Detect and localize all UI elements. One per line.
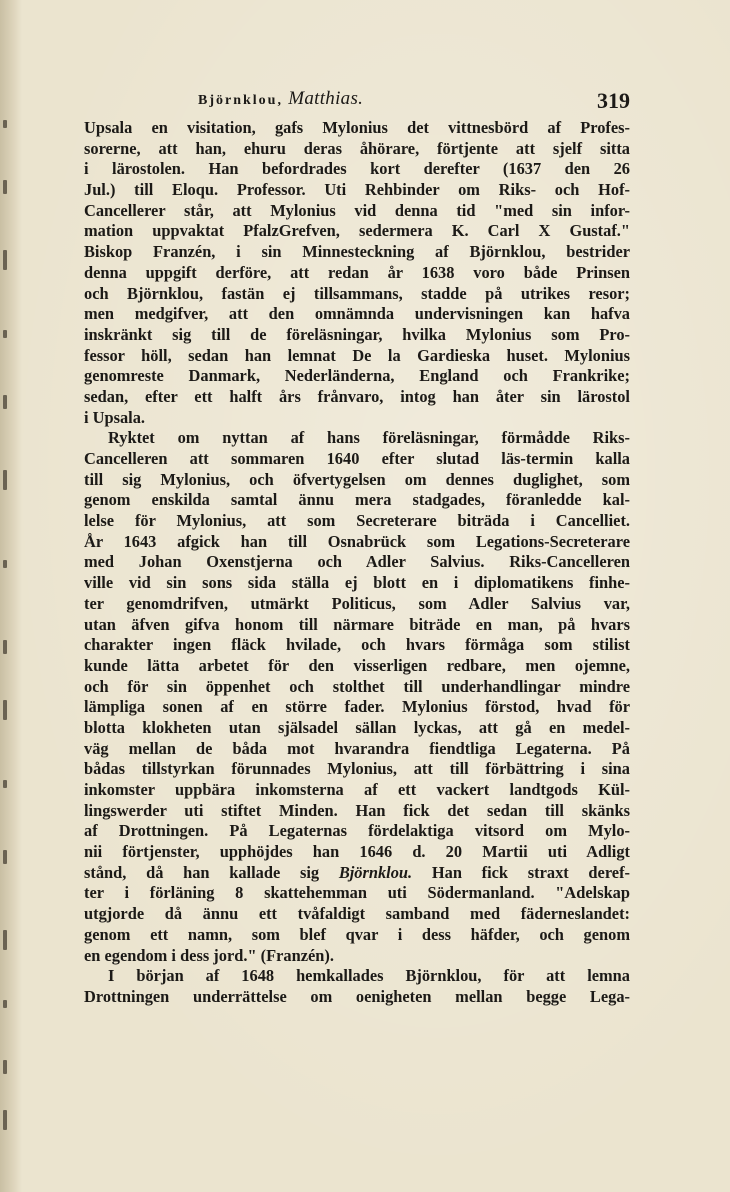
text-line: till sig Mylonius, och öfvertygelsen om dennes duglighet, som [84,469,630,489]
edge-ink-mark [3,395,7,409]
text-line: lelse för Mylonius, att som Secreterare biträda i Cancelliet. [84,511,630,531]
text-line: ter i förläning 8 skattehemman uti Södermanland. "Adelskap [84,883,630,903]
text-line: och Björnklou, fastän ej tillsammans, stadde på utrikes resor; [84,283,630,303]
text-line: inkomster uppbära inkomsterna af ett vackert landtgods Kül- [84,780,630,799]
text-line: sedan, efter ett halft års frånvaro, intog han åter sin lärostol [84,386,630,406]
text-line: genom enskilda samtal ännu mera stadgades, föranledde kal- [84,490,630,510]
text-line: lingswerder uti stiftet Minden. Han fick det sedan till skänks [84,800,630,820]
text-line: och för sin öppenhet och stolthet till underhandlingar mindre [84,676,630,696]
page-header [198,88,630,114]
text-segment: stånd, då han kallade sig [84,862,320,882]
text-line: blotta klokheten utan själsadel sällan lyckas, att gå en medel- [84,717,630,737]
text-line: genom ett namn, som blef qvar i dess häfder, och genom [84,924,630,944]
page-number: 319 [597,88,630,113]
text-line: lämpliga sonen af en större fader. Mylonius förstod, hvad för [84,697,630,717]
edge-ink-mark [3,470,7,490]
running-head-surname: Björnklou, [198,93,283,108]
page-binding-edge [0,0,22,1192]
text-line-with-italic [84,863,630,884]
text-line: bådas tillstyrkan förunnades Mylonius, att till förbättring i sina [84,759,630,779]
edge-ink-mark [3,560,7,568]
edge-ink-mark [3,250,7,270]
edge-ink-mark [3,700,7,720]
edge-ink-mark [3,1060,7,1074]
text-line: denna uppgift derföre, att redan år 1638 voro både Prinsen [84,262,630,282]
text-line: Cancelleren att sommaren 1640 efter slutad läs-termin kalla [84,449,630,468]
text-line: inskränkt sig till de föreläsningar, hvilka Mylonius som Pro- [84,324,630,344]
text-line: ter genomdrifven, utmärkt Politicus, som Adler Salvius var, [84,593,630,613]
text-line: med Johan Oxenstjerna och Adler Salvius. Riks-Cancelleren [84,552,630,572]
text-line: ville vid sin sons sida ställa ej blott en i diplomatikens finhe- [84,573,630,593]
text-line: sorerne, att han, ehuru deras åhörare, förtjente att sjelf sitta [84,138,630,158]
text-line: År 1643 afgick han till Osnabrück som Legations-Secreterare [84,531,630,551]
text-line: utan äfven gifva honom till närmare biträde en man, på hvars [84,614,630,634]
text-segment: Han fick straxt deref- [431,862,630,882]
text-line: charakter ingen fläck hvilade, och hvars förmåga som stilist [84,635,630,655]
text-line: af Drottningen. På Legaternas fördelaktiga vitsord om Mylo- [84,821,630,841]
edge-ink-mark [3,780,7,788]
running-head [198,88,363,110]
text-line: Biskop Franzén, i sin Minnesteckning af Björnklou, bestrider [84,242,630,262]
edge-ink-mark [3,120,7,128]
text-line: Cancellerer står, att Mylonius vid denna tid "med sin infor- [84,200,630,220]
text-line: i Upsala. [84,407,146,427]
edge-ink-mark [3,1000,7,1008]
text-line: en egendom i dess jord." (Franzén). [84,945,334,965]
body-text [84,118,630,1008]
edge-ink-mark [3,330,7,338]
edge-ink-mark [3,930,7,950]
text-line: genomreste Danmark, Nederländerna, England och Frankrike; [84,366,630,386]
running-head-forename: Matthias. [288,88,364,109]
text-line: mation uppvaktat PfalzGrefven, sedermera K. Carl X Gustaf." [84,221,630,241]
text-line: väg mellan de båda mot hvarandra fiendtliga Legaterna. På [84,738,630,758]
text-line: fessor höll, sedan han lemnat De la Gardieska huset. Mylonius [84,345,630,365]
paragraph-start-line: Ryktet om nyttan af hans föreläsningar, förmådde Riks- [108,428,630,448]
text-line: i lärostolen. Han befordrades kort derefter (1637 den 26 [84,159,630,179]
edge-ink-mark [3,850,7,864]
edge-ink-mark [3,1110,7,1130]
paragraph-start-line: I början af 1648 hemkallades Björnklou, för att lemna [108,966,630,986]
text-line: utgjorde då ännu ett tvåfaldigt samband med fäderneslandet: [84,904,630,924]
text-line: nii förtjenster, upphöjdes han 1646 d. 20 Martii uti Adligt [84,842,630,862]
italic-name: Björnklou. [338,862,413,882]
text-line: Upsala en visitation, gafs Mylonius det vittnesbörd af Profes- [84,118,630,137]
text-line: Jul.) till Eloqu. Professor. Uti Rehbinder om Riks- och Hof- [84,180,630,200]
text-line: kunde lätta arbetet för den visserligen redbare, men ojemne, [84,655,630,675]
text-line: men medgifver, att den omnämnda undervisningen kan hafva [84,304,630,324]
text-line: Drottningen underrättelse om oenigheten mellan begge Lega- [84,986,630,1006]
edge-ink-mark [3,640,7,654]
edge-ink-mark [3,180,7,194]
